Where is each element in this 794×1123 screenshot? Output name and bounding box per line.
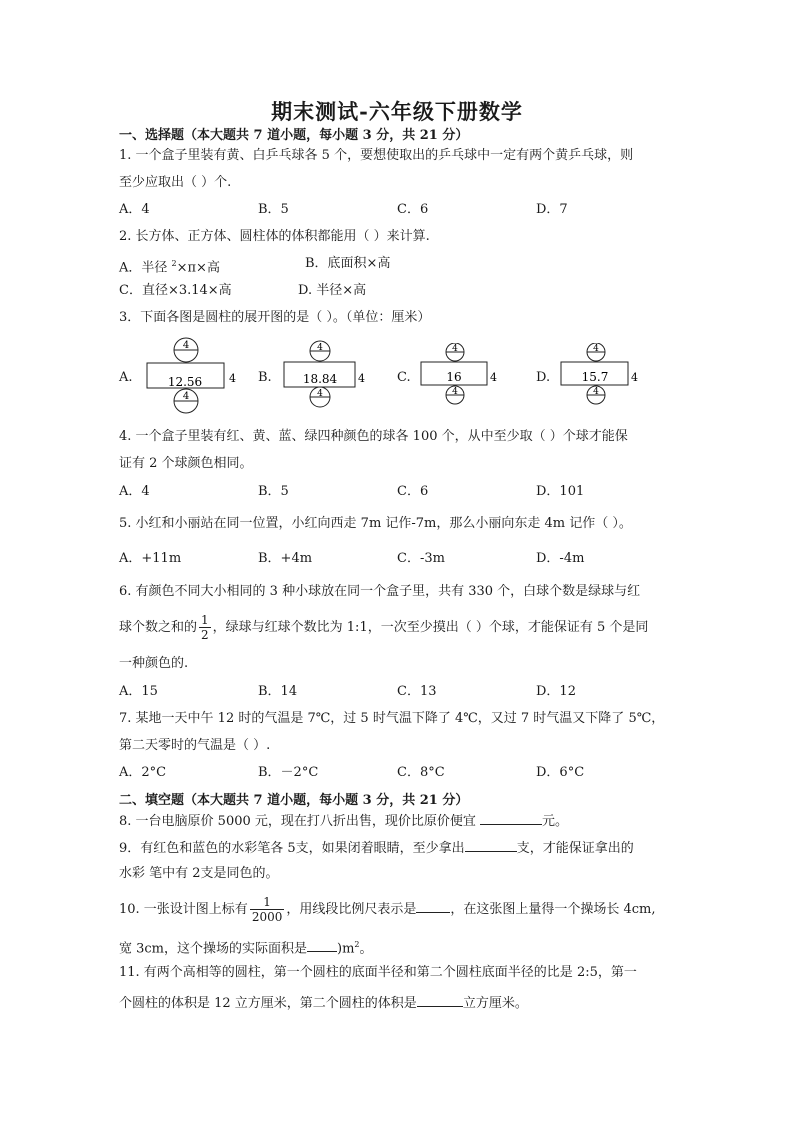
q9-line1-pre: 9．有红色和蓝色的水彩笔各 5支，如果闭着眼睛，至少拿出 — [119, 841, 465, 856]
q10-line2-post: )m — [337, 941, 355, 957]
question-2-text: 2. 长方体、正方体、圆柱体的体积都能用（ ）来计算. — [119, 229, 430, 244]
q4-option-b: B．5 — [258, 484, 289, 499]
cylinder-net-b — [282, 340, 372, 410]
q8-pre: 8. 一台电脑原价 5000 元，现在打八折出售，现价比原价便宜 — [119, 814, 481, 829]
question-9-text-cont: 水彩 笔中有 2支是同色的。 — [119, 866, 279, 881]
question-11-text-cont — [119, 993, 528, 1013]
q2-option-d: D. 半径×高 — [298, 283, 367, 298]
net-b-bottom-circle-label: 4 — [317, 389, 323, 399]
q5-option-a: A．+11m — [119, 551, 182, 566]
q6-fraction — [199, 613, 211, 642]
section-header-fill: 二、填空题（本大题共 7 道小题，每小题 3 分，共 21 分） — [119, 793, 469, 808]
question-1-text-cont: 至少应取出（ ）个. — [119, 175, 232, 190]
q10-mid: ，用线段比例尺表示是 — [286, 902, 417, 917]
q2-option-b: B．底面积×高 — [305, 256, 391, 271]
net-c-bottom-circle-label: 4 — [452, 387, 458, 397]
q3-option-c-letter: C. — [397, 370, 411, 385]
q6-fraction-num: 1 — [201, 613, 209, 627]
q10-area-blank[interactable] — [307, 938, 337, 952]
q6-option-a: A．15 — [119, 684, 158, 699]
net-a-rect-label: 12.56 — [167, 375, 203, 389]
net-d-rect-label: 15.7 — [581, 370, 609, 384]
q10-pre: 10. 一张设计图上标有 — [119, 902, 248, 917]
net-a-side-label: 4 — [229, 372, 236, 385]
q11-line2-pre: 个圆柱的体积是 12 立方厘米，第二个圆柱的体积是 — [119, 996, 417, 1011]
question-1-text: 1. 一个盒子里装有黄、白乒乓球各 5 个，要想使取出的乒乓球中一定有两个黄乒乓球，则 — [119, 148, 634, 163]
q2-option-a — [119, 255, 220, 277]
q2-option-a-exp: 2 — [171, 259, 177, 268]
net-c-top-circle-label: 4 — [452, 344, 458, 354]
net-b-side-label: 4 — [358, 372, 365, 385]
q3-option-d-letter: D. — [536, 370, 551, 385]
q10-line2-end: 。 — [359, 941, 373, 957]
q4-option-d: D．101 — [536, 484, 585, 499]
q10-scale-blank[interactable] — [416, 899, 450, 913]
q1-option-c: C．6 — [397, 202, 429, 217]
q6-line2-pre: 球个数之和的 — [119, 620, 198, 635]
page-title: 期末测试-六年级下册数学 — [271, 99, 523, 124]
q10-fraction-den: 2000 — [251, 910, 283, 924]
cylinder-net-a — [144, 337, 244, 419]
question-6-text-cont — [119, 612, 648, 644]
question-6-text-end: 一种颜色的. — [119, 656, 189, 671]
q7-option-c: C．8°C — [397, 765, 445, 780]
q2-option-a-post: ×π×高 — [176, 260, 220, 276]
question-10-text-cont — [119, 936, 373, 958]
question-9-text — [119, 838, 634, 858]
q4-option-c: C．6 — [397, 484, 429, 499]
q1-option-a: A．4 — [119, 202, 150, 217]
q6-option-b: B．14 — [258, 684, 298, 699]
q3-option-b-letter: B. — [258, 370, 272, 385]
question-7-text-cont: 第二天零时的气温是（ ）. — [119, 738, 271, 753]
net-c-rect-label: 16 — [446, 370, 462, 384]
question-6-text: 6. 有颜色不同大小相同的 3 种小球放在同一个盒子里，共有 330 个，白球个数是绿球与红 — [119, 584, 641, 599]
net-d-side-label: 4 — [631, 371, 638, 384]
cylinder-net-d — [560, 343, 640, 407]
question-4-text-cont: 证有 2 个球颜色相同。 — [119, 456, 253, 471]
q3-option-a-letter: A. — [119, 370, 133, 385]
question-10-text — [119, 893, 656, 927]
q8-answer-blank[interactable] — [480, 811, 542, 825]
q7-option-d: D．6°C — [536, 765, 585, 780]
q10-fraction-num: 1 — [263, 895, 271, 909]
q10-fraction — [250, 895, 285, 924]
q2-option-a-pre: A．半径 — [119, 260, 172, 276]
q5-option-b: B．+4m — [258, 551, 313, 566]
question-8-text — [119, 811, 568, 831]
question-3-text: 3．下面各图是圆柱的展开图的是（ ）。（单位：厘米） — [119, 310, 431, 325]
net-b-rect-label: 18.84 — [302, 372, 338, 386]
question-4-text: 4. 一个盒子里装有红、黄、蓝、绿四种颜色的球各 100 个，从中至少取（ ）个球才能保 — [119, 429, 628, 444]
q1-option-b: B．5 — [258, 202, 289, 217]
net-a-top-circle-label: 4 — [182, 340, 190, 351]
q9-answer-blank[interactable] — [465, 838, 517, 852]
section-header-choice: 一、选择题（本大题共 7 道小题，每小题 3 分，共 21 分） — [119, 128, 469, 143]
q1-option-d: D．7 — [536, 202, 568, 217]
q8-post: 元。 — [542, 814, 569, 829]
question-7-text: 7. 某地一天中午 12 时的气温是 7℃，过 5 时气温下降了 4℃，又过 7 时气温又下降了 5℃， — [119, 711, 665, 726]
q4-option-a: A．4 — [119, 484, 150, 499]
q10-line2-pre: 宽 3cm，这个操场的实际面积是 — [119, 941, 308, 957]
q6-option-c: C．13 — [397, 684, 437, 699]
q10-post: ，在这张图上量得一个操场长 4cm, — [450, 902, 656, 917]
question-5-text: 5. 小红和小丽站在同一位置，小红向西走 7m 记作-7m，那么小丽向东走 4m 记作（ ）。 — [119, 516, 632, 531]
q6-option-d: D．12 — [536, 684, 576, 699]
q11-line2-post: 立方厘米。 — [462, 996, 528, 1011]
q5-option-d: D．-4m — [536, 551, 585, 566]
net-c-side-label: 4 — [490, 371, 497, 384]
net-a-bottom-circle-label: 4 — [182, 391, 190, 402]
cylinder-net-c — [420, 343, 500, 407]
net-d-top-circle-label: 4 — [593, 344, 599, 354]
q7-option-a: A．2°C — [119, 765, 167, 780]
net-b-top-circle-label: 4 — [317, 343, 323, 353]
q11-answer-blank[interactable] — [417, 993, 463, 1007]
q6-line2-post: ，绿球与红球个数比为 1:1，一次至少摸出（ ）个球，才能保证有 5 个是同 — [212, 620, 649, 635]
q7-option-b: B．－2°C — [258, 765, 319, 780]
q6-fraction-den: 2 — [201, 628, 209, 642]
q2-option-c: C．直径×3.14×高 — [119, 283, 232, 298]
q5-option-c: C．-3m — [397, 551, 445, 566]
question-11-text: 11. 有两个高相等的圆柱，第一个圆柱的底面半径和第二个圆柱底面半径的比是 2:5，第一 — [119, 965, 637, 980]
q9-line1-post: 支，才能保证拿出的 — [516, 841, 634, 856]
net-d-bottom-circle-label: 4 — [593, 387, 599, 397]
q10-exp: 2 — [354, 940, 360, 949]
